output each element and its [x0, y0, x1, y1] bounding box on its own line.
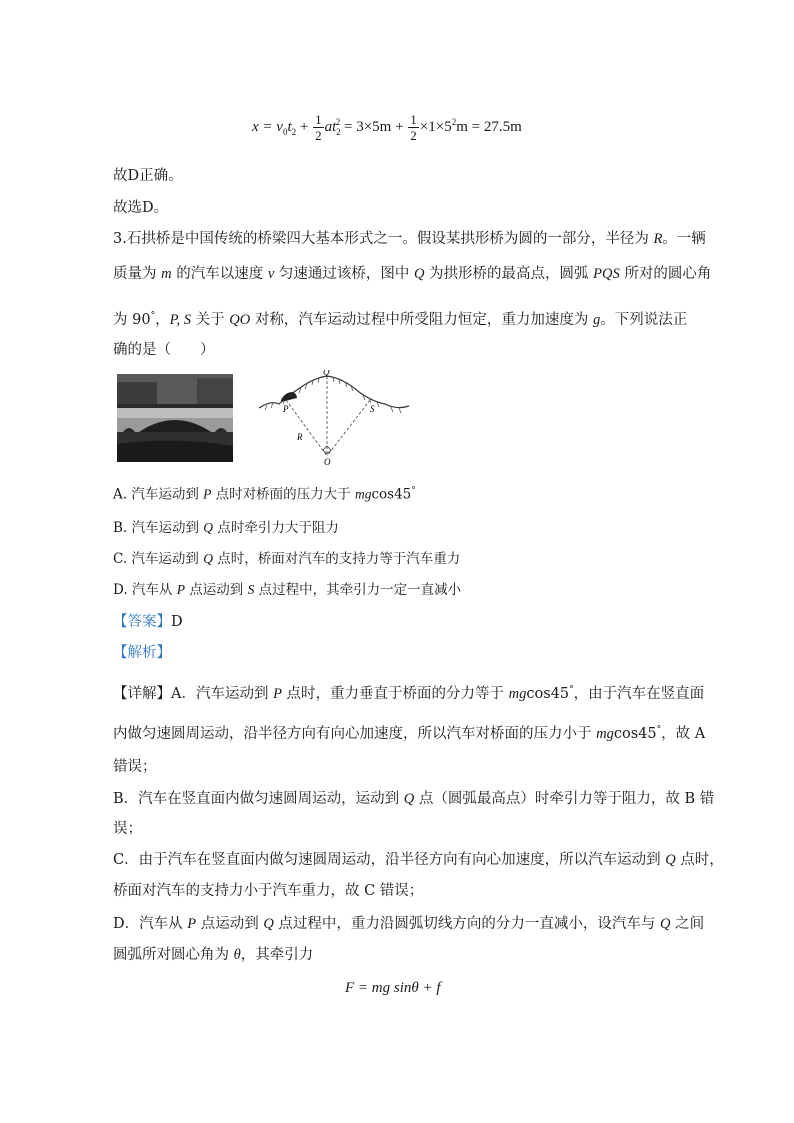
- detail-line-4: B．汽车在竖直面内做匀速圆周运动，运动到 Q 点（圆弧最高点）时牵引力等于阻力，故 B 错: [113, 791, 715, 807]
- label-q: Q: [323, 370, 330, 377]
- detail-line-8: D．汽车从 P 点运动到 Q 点过程中，重力沿圆弧切线方向的分力一直减小，设汽车与 Q 之间: [113, 916, 705, 932]
- question-line-4: 确的是（ ）: [113, 342, 215, 358]
- question-line-3: 为 90°，P, S 关于 QO 对称，汽车运动过程中所受阻力恒定，重力加速度为 g。下列说法正: [113, 311, 688, 328]
- fraction-half-2: $\frac{1}{2}$: [410, 112, 417, 143]
- detail-line-7: 桥面对汽车的支持力小于汽车重力，故 C 错误；: [113, 883, 424, 899]
- arch-bridge-diagram: [257, 370, 417, 470]
- conclusion-choose-d: 故选D。: [113, 200, 169, 216]
- option-a: A. 汽车运动到 P 点时对桥面的压力大于 mgcos45°: [113, 486, 416, 503]
- question-line-2: 质量为 m 的汽车以速度 v 匀速通过该桥，图中 Q 为拱形桥的最高点，圆弧 PQS 所对的圆心角: [113, 266, 712, 282]
- option-b: B. 汽车运动到 Q 点时牵引力大于阻力: [113, 520, 339, 536]
- detail-line-9: 圆弧所对圆心角为 θ，其牵引力: [113, 947, 314, 963]
- label-s: S: [370, 404, 375, 414]
- detail-line-1: 【详解】A．汽车运动到 P 点时，重力垂直于桥面的分力等于 mgcos45°，由于汽车在竖直面: [113, 685, 705, 702]
- detail-line-6: C．由于汽车在竖直面内做匀速圆周运动，沿半径方向有向心加速度，所以汽车运动到 Q 点时，: [113, 852, 724, 868]
- answer-tag: 【答案】: [113, 614, 171, 630]
- label-p: P: [283, 404, 289, 414]
- traction-force-equation: F = mg sinθ + f: [345, 980, 441, 996]
- fraction-half: $\frac{1}{2}$: [315, 112, 322, 143]
- question-line-1: 3.石拱桥是中国传统的桥梁四大基本形式之一。假设某拱形桥为圆的一部分，半径为 R。一辆: [113, 231, 706, 247]
- label-r: R: [297, 432, 303, 442]
- detail-line-5: 误；: [113, 821, 142, 837]
- detail-line-3: 错误；: [113, 759, 157, 775]
- conclusion-d-correct: 故D正确。: [113, 168, 183, 184]
- label-o: O: [324, 457, 331, 466]
- answer-value: D: [171, 614, 183, 630]
- detail-line-2: 内做匀速圆周运动，沿半径方向有向心加速度，所以汽车对桥面的压力小于 mgcos45°，故 A: [113, 725, 706, 742]
- stone-arch-bridge-photo: [117, 374, 233, 462]
- analysis-tag: 【解析】: [113, 645, 171, 661]
- kinematics-equation: $x = v_0t_2$ + $\frac{1}{2}$ $at_2^2 = 3\times 5m$ + $\frac{1}{2}$ $\times 1\times 5^2m = 27.5m$: [252, 112, 522, 143]
- answer-line: [113, 612, 183, 632]
- option-c: C. 汽车运动到 Q 点时，桥面对汽车的支持力等于汽车重力: [113, 551, 461, 567]
- option-d: D. 汽车从 P 点运动到 S 点过程中，其牵引力一定一直减小: [113, 582, 462, 598]
